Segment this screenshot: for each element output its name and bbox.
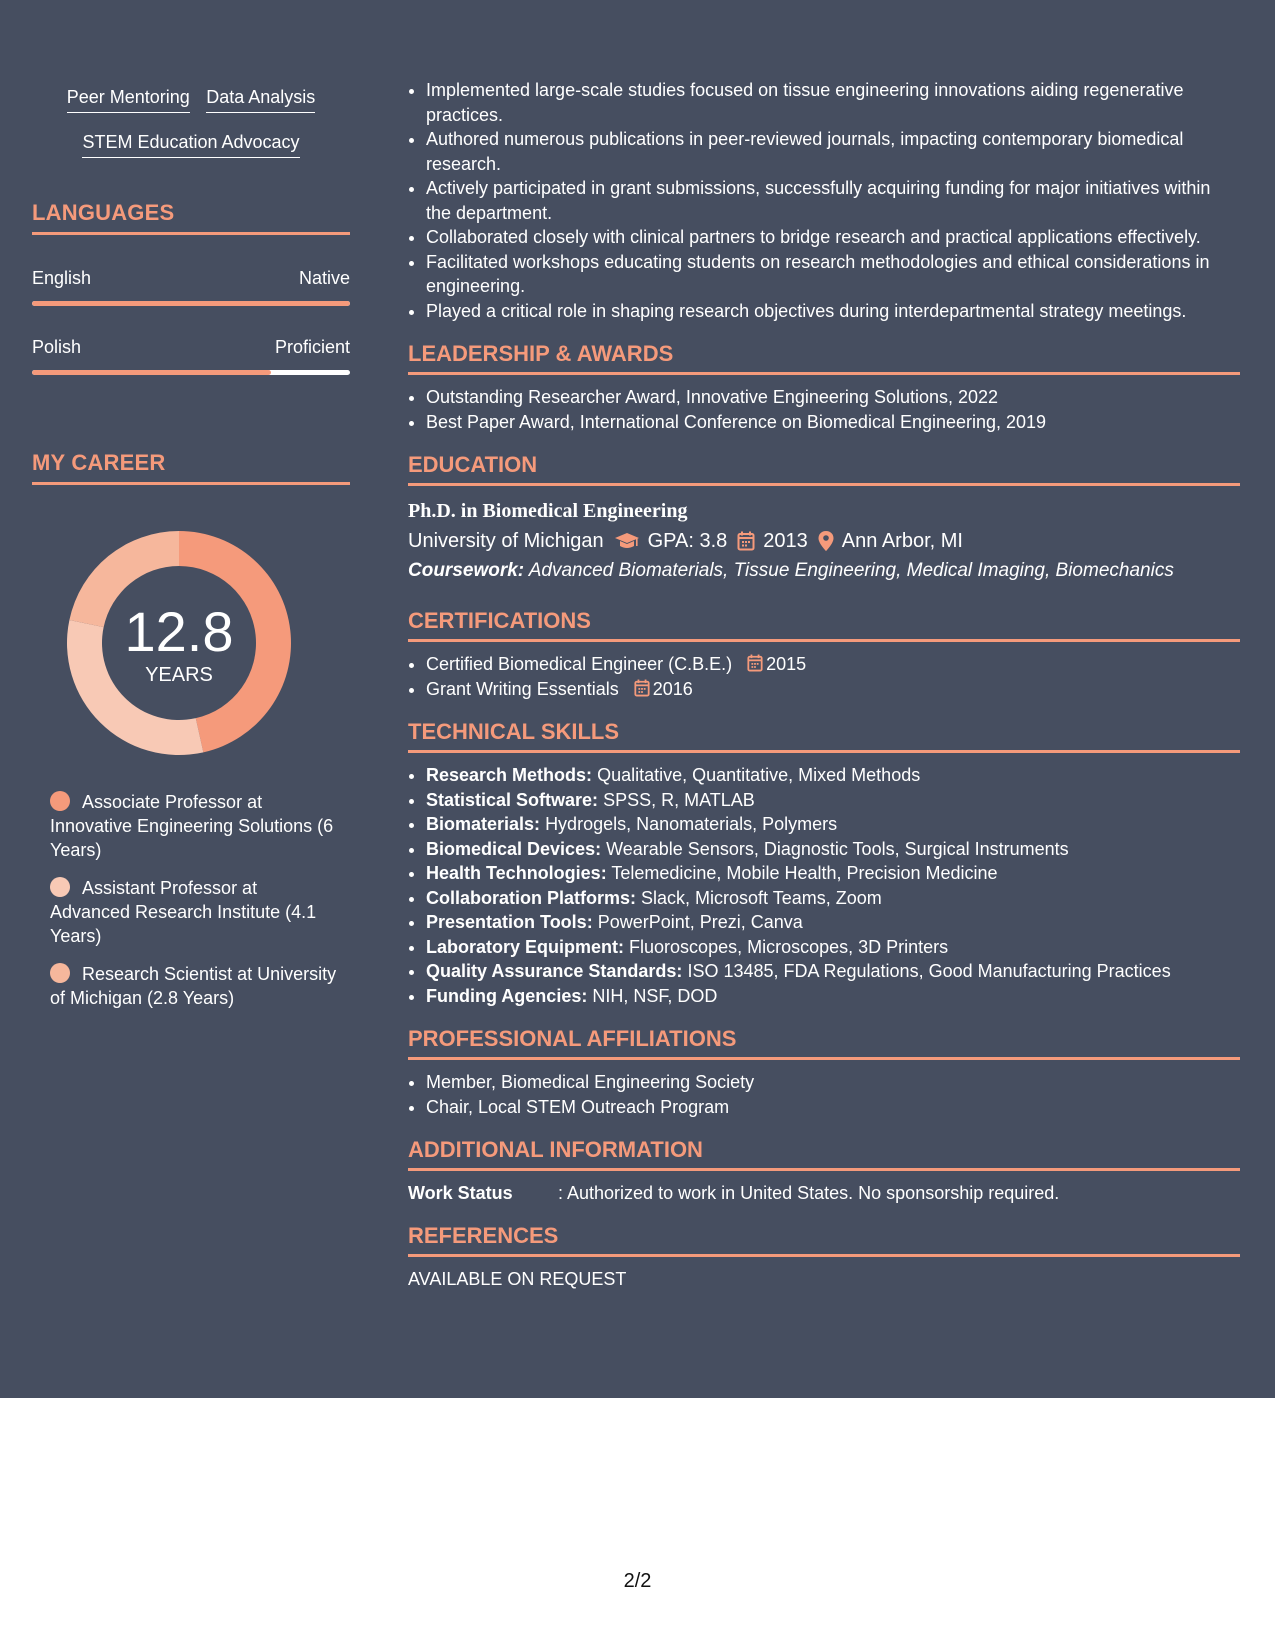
skill-label: Health Technologies: <box>426 863 607 883</box>
list-item: • Actively participated in grant submissions, successfully acquiring funding for major initiatives within the department. <box>426 176 1240 225</box>
leadership-list <box>408 385 1240 434</box>
affiliations-list <box>408 1070 1240 1119</box>
list-item: • Authored numerous publications in peer-reviewed journals, impacting contemporary biomedical research. <box>426 127 1240 176</box>
skill-label: Collaboration Platforms: <box>426 887 637 908</box>
career-item <box>50 876 340 948</box>
leadership-heading: LEADERSHIP & AWARDS <box>408 341 1240 375</box>
skill-item <box>426 812 1240 837</box>
career-heading: MY CAREER <box>32 450 350 485</box>
coursework <box>408 556 1240 586</box>
list-item: • Implemented large-scale studies focused on tissue engineering innovations aiding regenerative practices. <box>426 78 1240 127</box>
skill-value: Wearable Sensors, Diagnostic Tools, Surgical Instruments <box>606 838 1069 859</box>
work-status-label: Work Status <box>408 1183 513 1203</box>
gpa: GPA: 3.8 <box>647 530 728 552</box>
career-total: 12.8 <box>124 600 234 663</box>
skill-value: NIH, NSF, DOD <box>592 985 718 1006</box>
references-heading: REFERENCES <box>408 1223 1240 1257</box>
calendar-icon <box>634 679 650 697</box>
location-pin-icon <box>818 531 834 551</box>
skill-value: ISO 13485, FDA Regulations, Good Manufacturing Practices <box>687 961 1171 981</box>
language-level: Native <box>298 268 350 288</box>
skill-item <box>426 763 1240 788</box>
career-item-text: Associate Professor at Innovative Engineering Solutions (6 Years) <box>50 792 334 860</box>
certifications-list <box>408 652 1240 701</box>
graduation-year: 2013 <box>763 530 808 552</box>
career-item-text: Research Scientist at University of Michigan (2.8 Years) <box>50 964 337 1008</box>
language-name: Polish <box>32 337 82 357</box>
skill-label: Biomedical Devices: <box>426 838 602 859</box>
work-status-value: : Authorized to work in United States. No sponsorship required. <box>558 1183 1060 1203</box>
language-bar <box>32 370 350 375</box>
skills-list <box>408 763 1240 1008</box>
language-english <box>32 268 350 306</box>
list-item: • Best Paper Award, International Conference on Biomedical Engineering, 2019 <box>426 410 1240 435</box>
skill-item <box>426 935 1240 960</box>
list-item: • Collaborated closely with clinical partners to bridge research and practical applications effectively. <box>426 225 1240 250</box>
list-item: • Chair, Local STEM Outreach Program <box>426 1095 1240 1120</box>
career-item-text: Assistant Professor at Advanced Research Institute (4.1 Years) <box>50 878 317 946</box>
skill-item <box>426 788 1240 813</box>
list-item: • Member, Biomedical Engineering Society <box>426 1070 1240 1095</box>
skill-item <box>426 959 1240 984</box>
degree-title: Ph.D. in Biomedical Engineering <box>408 500 688 522</box>
skill-item <box>426 910 1240 935</box>
language-level: Proficient <box>274 337 350 357</box>
certification-name: Grant Writing Essentials <box>426 678 619 699</box>
skill-value: Slack, Microsoft Teams, Zoom <box>641 887 882 908</box>
references-text: AVAILABLE ON REQUEST <box>408 1269 627 1289</box>
education-heading: EDUCATION <box>408 452 1240 486</box>
skill-value: Fluoroscopes, Microscopes, 3D Printers <box>629 936 949 957</box>
interest-tags <box>32 86 350 176</box>
language-bar-fill <box>32 301 350 306</box>
coursework-list: Advanced Biomaterials, Tissue Engineering, Medical Imaging, Biomechanics <box>528 560 1174 581</box>
education-details <box>408 526 1240 556</box>
skill-label: Presentation Tools: <box>426 912 593 932</box>
experience-bullets <box>408 78 1240 323</box>
sidebar <box>0 0 383 1398</box>
certification-item <box>426 652 1240 677</box>
skill-value: SPSS, R, MATLAB <box>603 789 755 810</box>
graduation-cap-icon <box>614 532 640 550</box>
skill-label: Biomaterials: <box>426 814 541 834</box>
certifications-heading: CERTIFICATIONS <box>408 608 1240 642</box>
legend-dot <box>50 791 70 811</box>
skill-value: PowerPoint, Prezi, Canva <box>597 912 803 932</box>
career-donut-center <box>66 530 292 756</box>
career-unit: YEARS <box>145 664 213 686</box>
skill-label: Quality Assurance Standards: <box>426 961 683 981</box>
certification-year: 2015 <box>766 654 807 674</box>
legend-dot <box>50 877 70 897</box>
career-item <box>50 790 340 862</box>
skill-label: Research Methods: <box>426 765 593 785</box>
language-polish <box>32 337 350 375</box>
tag-stem-education: STEM Education Advocacy <box>82 131 299 158</box>
list-item: • Facilitated workshops educating students on research methodologies and ethical considerations in engineering. <box>426 250 1240 299</box>
career-legend <box>50 790 340 1024</box>
skill-value: Qualitative, Quantitative, Mixed Methods <box>597 765 921 785</box>
calendar-icon <box>737 531 755 551</box>
school-name: University of Michigan <box>408 530 604 552</box>
skill-item <box>426 984 1240 1009</box>
certification-year: 2016 <box>652 678 693 699</box>
legend-dot <box>50 963 70 983</box>
career-item <box>50 962 340 1010</box>
skill-item <box>426 886 1240 911</box>
skill-item <box>426 837 1240 862</box>
list-item: • Played a critical role in shaping research objectives during interdepartmental strategy meetings. <box>426 299 1240 324</box>
tag-peer-mentoring: Peer Mentoring <box>67 86 190 113</box>
coursework-label: Coursework: <box>408 560 525 581</box>
main-content <box>408 78 1240 1291</box>
tag-data-analysis: Data Analysis <box>206 86 315 113</box>
certification-item <box>426 677 1240 702</box>
calendar-icon <box>747 654 763 672</box>
skill-item <box>426 861 1240 886</box>
skill-label: Laboratory Equipment: <box>426 936 625 957</box>
list-item: • Outstanding Researcher Award, Innovative Engineering Solutions, 2022 <box>426 385 1240 410</box>
skill-label: Statistical Software: <box>426 789 599 810</box>
additional-info-heading: ADDITIONAL INFORMATION <box>408 1137 1240 1171</box>
language-name: English <box>32 268 92 288</box>
languages-heading: LANGUAGES <box>32 200 350 235</box>
certification-name: Certified Biomedical Engineer (C.B.E.) <box>426 654 733 674</box>
technical-skills-heading: TECHNICAL SKILLS <box>408 719 1240 753</box>
skill-value: Telemedicine, Mobile Health, Precision Medicine <box>611 863 998 883</box>
language-bar <box>32 301 350 306</box>
school-location: Ann Arbor, MI <box>841 530 963 552</box>
affiliations-heading: PROFESSIONAL AFFILIATIONS <box>408 1026 1240 1060</box>
page-number: 2/2 <box>623 1570 652 1592</box>
work-status <box>408 1181 1240 1205</box>
skill-label: Funding Agencies: <box>426 985 588 1006</box>
language-bar-fill <box>32 370 271 375</box>
skill-value: Hydrogels, Nanomaterials, Polymers <box>545 814 838 834</box>
